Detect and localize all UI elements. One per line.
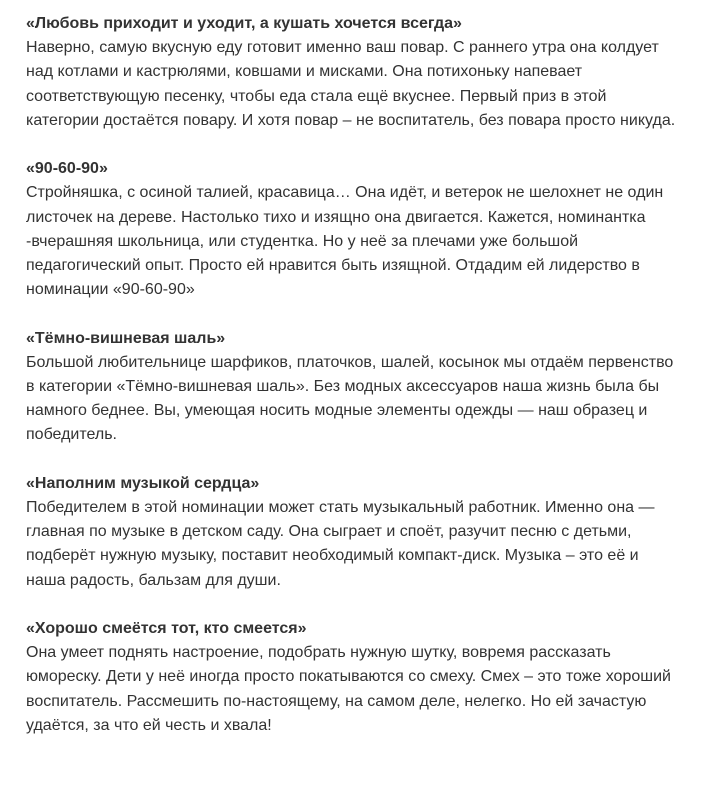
section-title: «Хорошо смеётся тот, кто смеется»	[26, 620, 307, 638]
section-title: «Тёмно-вишневая шаль»	[26, 329, 226, 347]
section-text: Победителем в этой номинации может стать музыкальный работник. Именно она — главная по музыке в детском саду. Она сыграет и споёт, разучит песню с детьми, подберёт нужную музыку, поставит необходимый компакт-диск. Музыка – это её и наша радость, бальзам для души.	[26, 499, 655, 589]
section-text: Она умеет поднять настроение, подобрать нужную шутку, вовремя рассказать юмореску. Дети у неё иногда просто покатываются со смеху. Смех – это тоже хороший воспитатель. Рассмешить по-настоящему, на самом деле, нелегко. Но ей зачастую удаётся, за что ей честь и хвала!	[26, 644, 671, 734]
section-laughter	[26, 617, 682, 738]
section-90-60-90	[26, 157, 682, 302]
section-title: «Наполним музыкой сердца»	[26, 474, 260, 492]
section-shawl	[26, 327, 682, 448]
section-text: Стройняшка, с осиной талией, красавица… Она идёт, и ветерок не шелохнет не один листочек на дереве. Настолько тихо и изящно она двигается. Кажется, номинантка -вчерашняя школьница, или студентка. Но у неё за плечами уже большой педагогический опыт. Просто ей нравится быть изящной. Отдадим ей лидерство в номинации «90-60-90»	[26, 184, 664, 299]
section-text: Большой любительнице шарфиков, платочков, шалей, косынок мы отдаём первенство в категории «Тёмно-вишневая шаль». Без модных аксессуаров наша жизнь была бы намного беднее. Вы, умеющая носить модные элементы одежды — наш образец и победитель.	[26, 353, 674, 444]
section-title: «90-60-90»	[26, 160, 108, 178]
section-music	[26, 472, 682, 593]
section-text: Наверно, самую вкусную еду готовит именно ваш повар. С раннего утра она колдует над котлами и кастрюлями, ковшами и мисками. Она потихоньку напевает соответствующую песенку, чтобы еда стала ещё вкуснее. Первый приз в этой категории достаётся повару. И хотя повар – не воспитатель, без повара просто никуда.	[26, 39, 676, 129]
section-cook	[26, 12, 682, 133]
section-title: «Любовь приходит и уходит, а кушать хочется всегда»	[26, 15, 462, 32]
